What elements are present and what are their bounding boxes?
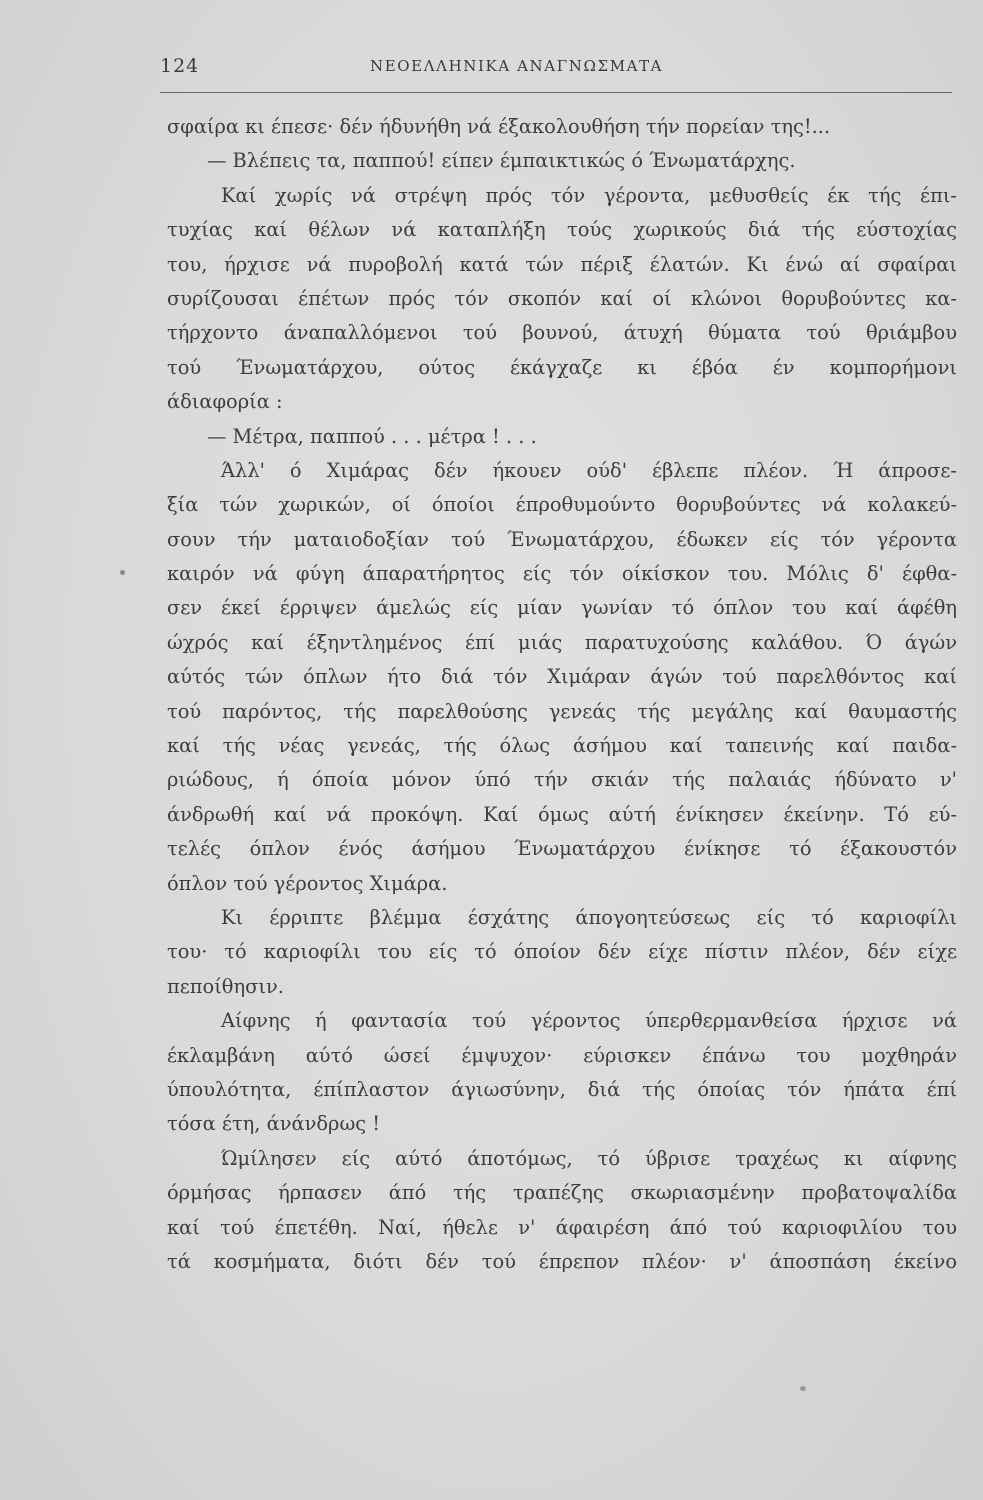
text-line: άδιαφορία : bbox=[167, 390, 283, 414]
text-line: τόσα έτη, άνάνδρως ! bbox=[167, 1112, 381, 1136]
text-line: ύπουλότητα, έπίπλαστον άγιωσύνην, διά τής όποίας τόν ήπάτα έπί bbox=[167, 1077, 957, 1101]
text-line: τού παρόντος, τής παρελθούσης γενεάς τής μεγάλης καί θαυμαστής bbox=[167, 699, 957, 723]
page-number: 124 bbox=[160, 55, 200, 77]
text-line: ριώδους, ή όποία μόνον ύπό τήν σκιάν τής παλαιάς ήδύνατο ν' bbox=[167, 768, 957, 792]
margin-mark bbox=[120, 570, 125, 575]
header-rule bbox=[160, 92, 952, 93]
text-line: ξία τών χωρικών, οί όποίοι έπροθυμούντο θορυβούντες νά κολακεύ- bbox=[167, 493, 957, 517]
text-line: Ώμίλησεν είς αύτό άποτόμως, τό ύβρισε τραχέως κι αίφνης bbox=[221, 1146, 957, 1170]
running-title: ΝΕΟΕΛΛΗΝΙΚΑ ΑΝΑΓΝΩΣΜΑΤΑ bbox=[370, 57, 664, 75]
text-line: Άλλ' ό Χιμάρας δέν ήκουεν ούδ' έβλεπε πλέον. Ή άπροσε- bbox=[221, 458, 957, 482]
text-line: έκλαμβάνη αύτό ώσεί έμψυχον· εύρισκεν έπάνω του μοχθηράν bbox=[167, 1043, 957, 1067]
text-line: όρμήσας ήρπασεν άπό τής τραπέζης σκωριασμένην προβατοψαλίδα bbox=[167, 1181, 957, 1205]
text-line: του· τό καριοφίλι του είς τό όποίον δέν είχε πίστιν πλέον, δέν είχε bbox=[167, 940, 957, 964]
text-line: Καί χωρίς νά στρέψη πρός τόν γέροντα, μεθυσθείς έκ τής έπι- bbox=[221, 183, 957, 207]
text-line: τελές όπλον ένός άσήμου Ένωματάρχου ένίκησε τό έξακουστόν bbox=[167, 837, 957, 861]
ink-speck bbox=[800, 1386, 806, 1391]
text-line: τήρχοντο άναπαλλόμενοι τού βουνού, άτυχή θύματα τού θριάμβου bbox=[167, 321, 957, 345]
text-line: σεν έκεί έρριψεν άμελώς είς μίαν γωνίαν τό όπλον του καί άφέθη bbox=[167, 596, 957, 620]
text-line: καιρόν νά φύγη άπαρατήρητος είς τόν οίκίσκον του. Μόλις δ' έφθα- bbox=[167, 562, 957, 586]
text-line: ώχρός καί έξηντλημένος έπί μιάς παρατυχούσης καλάθου. Ό άγών bbox=[167, 630, 957, 654]
text-line: καί τής νέας γενεάς, τής όλως άσήμου καί ταπεινής καί παιδα- bbox=[167, 734, 957, 758]
text-line: σουν τήν ματαιοδοξίαν τού Ένωματάρχου, έδωκεν είς τόν γέροντα bbox=[167, 527, 957, 551]
text-line: καί τού έπετέθη. Ναί, ήθελε ν' άφαιρέση άπό τού καριοφιλίου του bbox=[167, 1215, 957, 1239]
text-line: — Βλέπεις τα, παππού! είπεν έμπαικτικώς ό Ένωματάρχης. bbox=[207, 149, 796, 173]
text-line: του, ήρχισε νά πυροβολή κατά τών πέριξ έλατών. Κι ένώ αί σφαίραι bbox=[167, 252, 957, 276]
text-line: πεποίθησιν. bbox=[167, 974, 284, 998]
text-line: τυχίας καί θέλων νά καταπλήξη τούς χωρικούς διά τής εύστοχίας bbox=[167, 218, 957, 242]
text-line: τά κοσμήματα, διότι δέν τού έπρεπον πλέον· ν' άποσπάση έκείνο bbox=[167, 1249, 957, 1273]
text-line: Κι έρριπτε βλέμμα έσχάτης άπογοητεύσεως είς τό καριοφίλι bbox=[221, 905, 957, 929]
text-line: σφαίρα κι έπεσε· δέν ήδυνήθη νά έξακολουθήση τήν πορείαν της!... bbox=[167, 115, 831, 138]
body-text bbox=[167, 110, 957, 1279]
text-line: όπλον τού γέροντος Χιμάρα. bbox=[167, 871, 448, 895]
text-line: άνδρωθή καί νά προκόψη. Καί όμως αύτή ένίκησεν έκείνην. Τό εύ- bbox=[167, 802, 957, 826]
text-line: αύτός τών όπλων ήτο διά τόν Χιμάραν άγών τού παρελθόντος καί bbox=[167, 665, 957, 689]
text-line: συρίζουσαι έπέτων πρός τόν σκοπόν καί οί κλώνοι θορυβούντες κα- bbox=[167, 286, 957, 310]
text-line: τού Ένωματάρχου, ούτος έκάγχαζε κι έβόα έν κομπορήμονι bbox=[167, 355, 957, 379]
page-header bbox=[160, 55, 940, 85]
text-line: — Μέτρα, παππού . . . μέτρα ! . . . bbox=[207, 424, 537, 448]
text-line: Αίφνης ή φαντασία τού γέροντος ύπερθερμανθείσα ήρχισε νά bbox=[221, 1009, 957, 1033]
